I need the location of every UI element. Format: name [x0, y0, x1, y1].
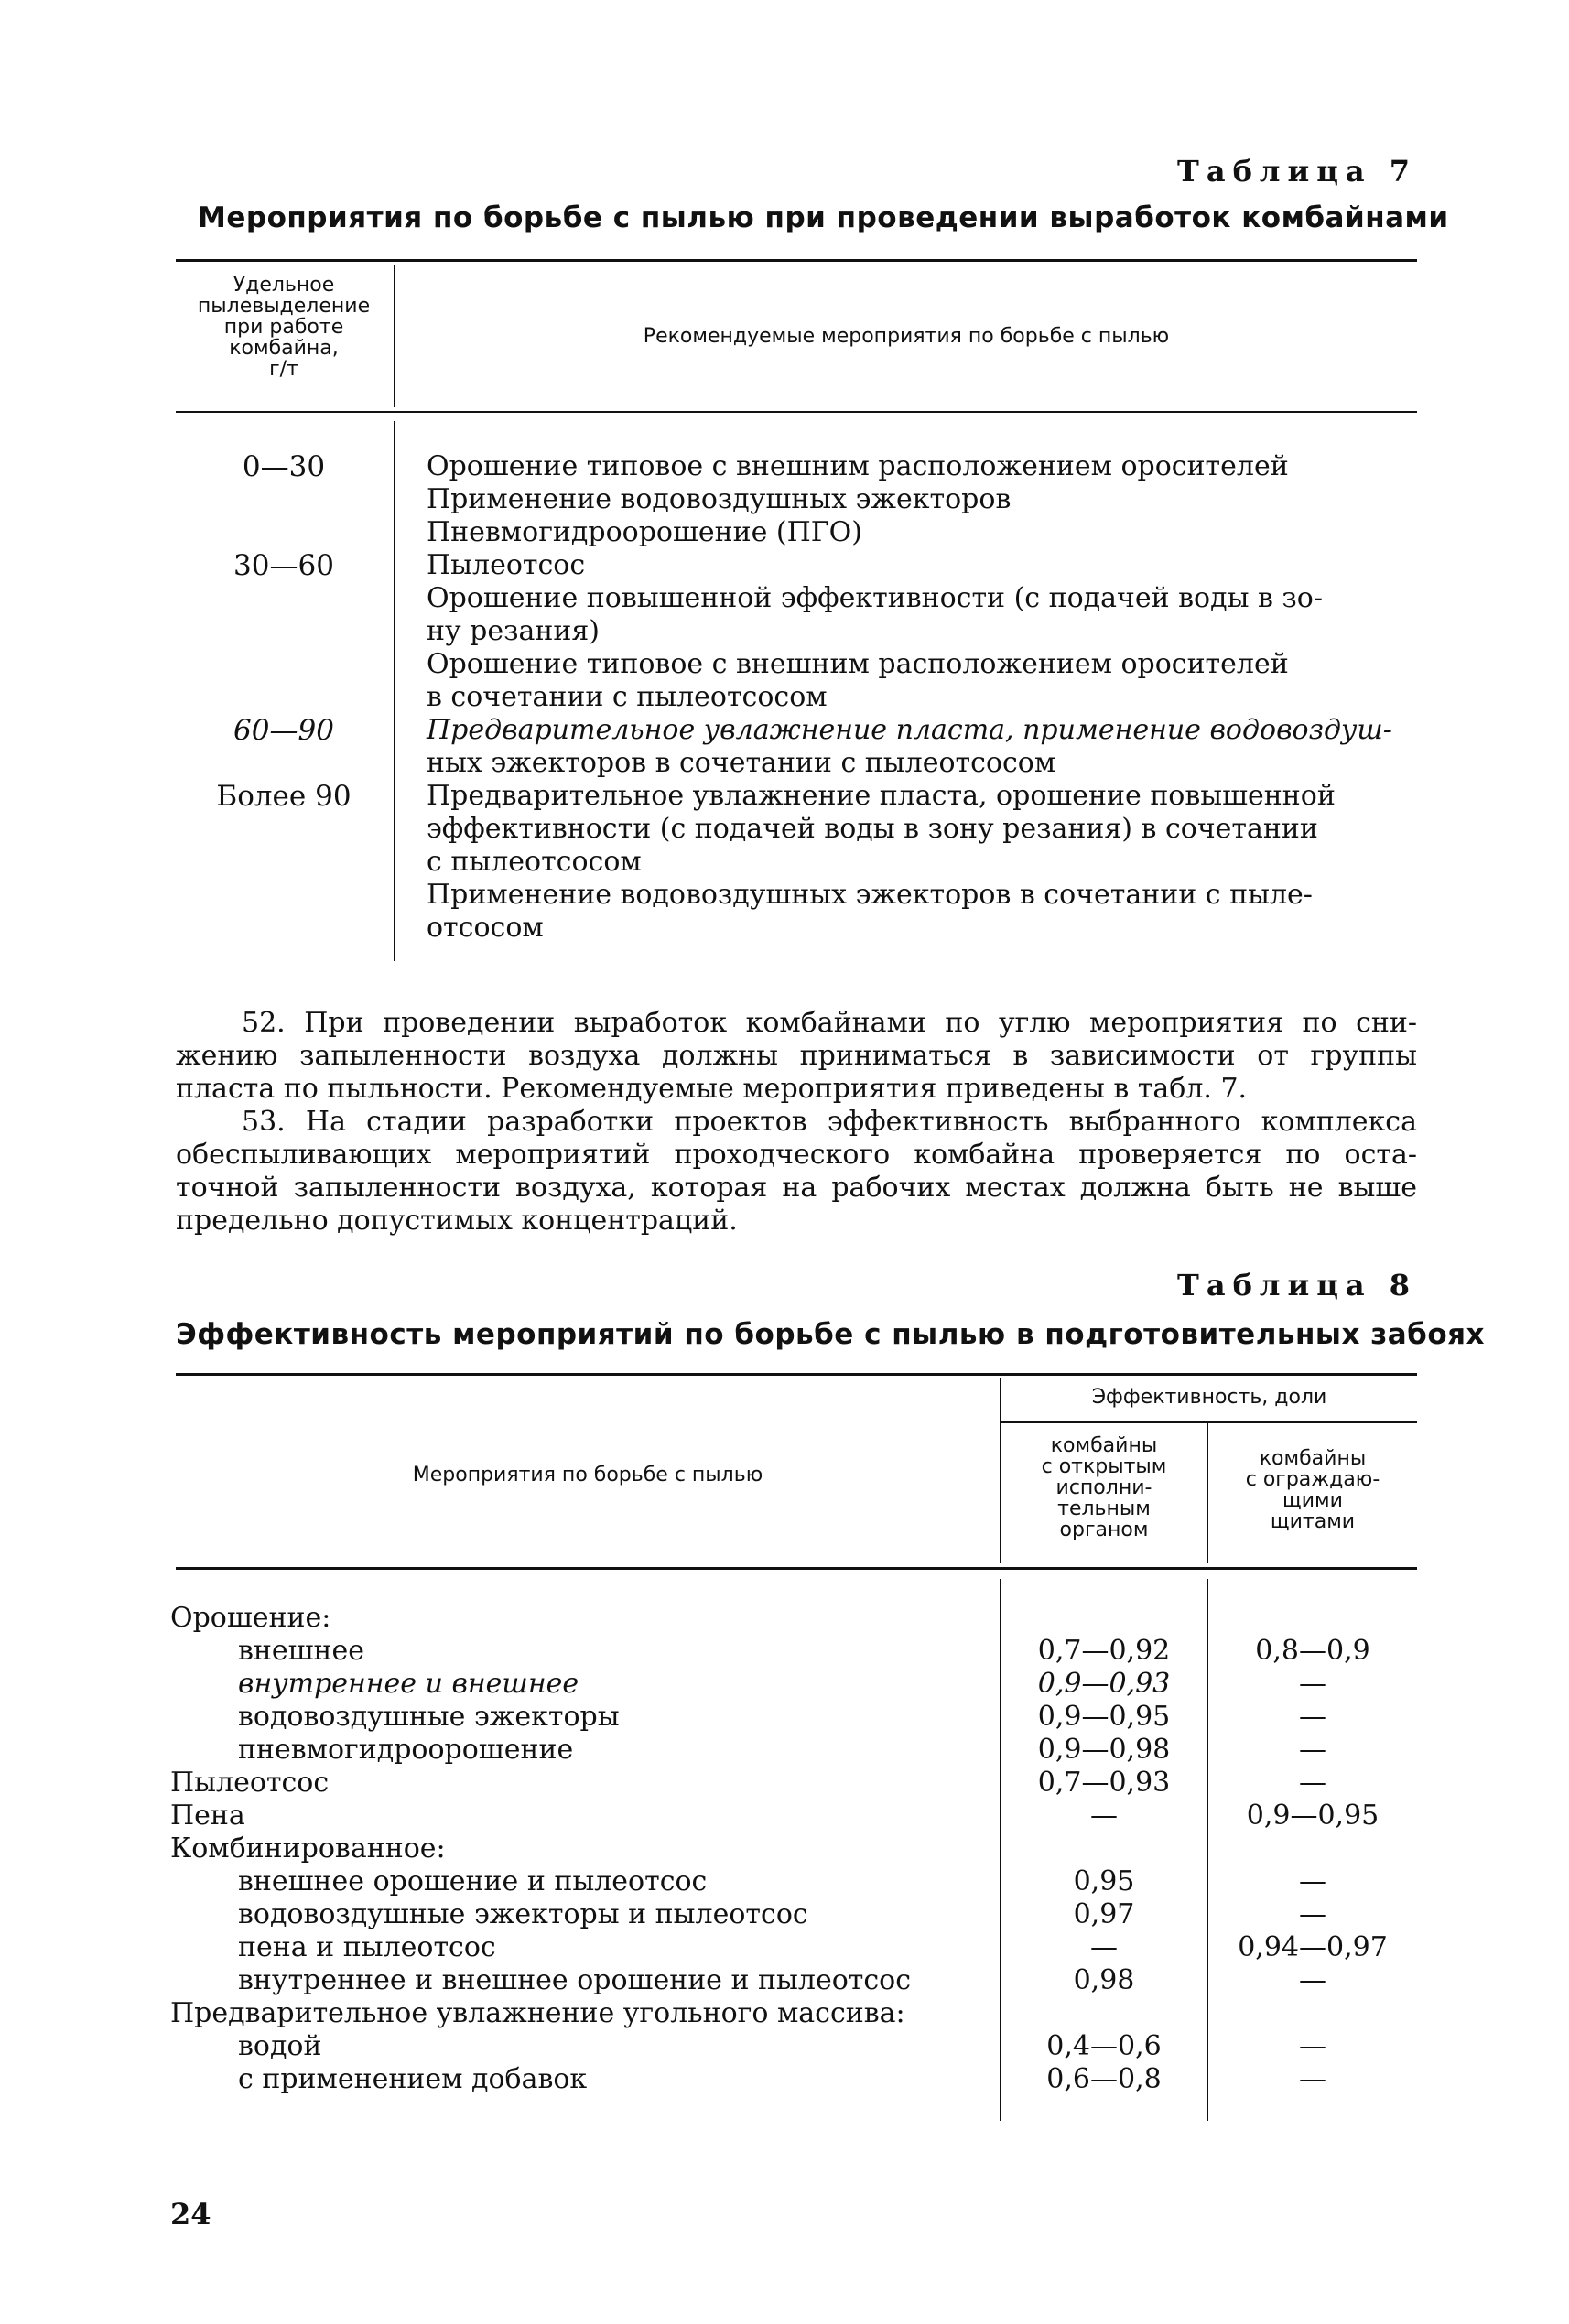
- table7-col1-header: Удельное пылевыделение при работе комбайна, г/т: [197, 274, 371, 381]
- measure-line: эффективности (с подачей воды в зону резания) в сочетании: [427, 813, 1318, 845]
- table7-title: Мероприятия по борьбе с пылью при проведении выработок комбайнами: [198, 201, 1449, 234]
- table-row: Пена — 0,9—0,95: [170, 1800, 1380, 1832]
- measure-line: Предварительное увлажнение пласта, орошение повышенной: [427, 780, 1336, 812]
- table8-group-rule: [1001, 1421, 1417, 1423]
- measure-line: Применение водовоздушных эжекторов: [427, 483, 1012, 515]
- paragraph-52: 52. При проведении выработок комбайнами по углю мероприятия по сни-жению запыленности воздуха должны приниматься в зависимости от группы пласта по пыльности. Рекомендуемые мероприятия приведены в табл. 7.: [176, 1007, 1417, 1105]
- table-row: водовоздушные эжекторы 0,9—0,95 —: [238, 1701, 1326, 1733]
- table7-range: 0—30: [242, 450, 326, 483]
- table8-group-header: Эффективность, доли: [1091, 1386, 1327, 1409]
- table8-col2-header: комбайны с открытым исполни- тельным органом: [1041, 1434, 1167, 1541]
- measure-line: Пневмогидроорошение (ПГО): [427, 516, 862, 548]
- measure-line: Применение водовоздушных эжекторов в сочетании с пыле-: [427, 879, 1313, 911]
- table8-title: Эффективность мероприятий по борьбе с пылью в подготовительных забоях: [176, 1318, 1486, 1351]
- measure-line: в сочетании с пылеотсосом: [427, 681, 828, 713]
- measure-line: ных эжекторов в сочетании с пылеотсосом: [427, 747, 1056, 779]
- table8-col1-header: Мероприятия по борьбе с пылью: [412, 1464, 763, 1486]
- table-row: с применением добавок 0,6—0,8 —: [238, 2063, 1326, 2095]
- measure-line: с пылеотсосом: [427, 846, 642, 878]
- table7-range: Более 90: [216, 780, 352, 813]
- measure-line: Пылеотсос: [427, 549, 586, 581]
- table7-caption: Таблица 7: [1177, 154, 1417, 189]
- table7-range: 60—90: [233, 714, 334, 747]
- paragraph-53: 53. На стадии разработки проектов эффективность выбранного комплекса обеспыливающих мероприятий проходческого комбайна проверяется по оста-точной запыленности воздуха, которая на рабочих местах должна быть не выше предельно допустимых концентраций.: [176, 1106, 1417, 1237]
- table-row: внутреннее и внешнее 0,9—0,93 —: [238, 1668, 1326, 1700]
- table7-header-rule: [176, 411, 1417, 413]
- measure-line: Орошение повышенной эффективности (с подачей воды в зо-: [427, 582, 1323, 614]
- table7-range: 30—60: [233, 549, 334, 582]
- table7-col2-header: Рекомендуемые мероприятия по борьбе с пылью: [643, 325, 1170, 348]
- table-row: Орошение:: [170, 1602, 331, 1634]
- table-row: пена и пылеотсос — 0,94—0,97: [238, 1931, 1388, 1963]
- page-number: 24: [170, 2197, 211, 2232]
- measure-line: Предварительное увлажнение пласта, применение водовоздуш-: [427, 714, 1392, 746]
- table7-top-rule: [176, 259, 1417, 262]
- body-paragraphs: [176, 1007, 1417, 1238]
- table8-header-rule: [176, 1567, 1417, 1570]
- table-row: Комбинированное:: [170, 1832, 446, 1865]
- table8-top-rule: [176, 1373, 1417, 1376]
- table-row: пневмогидроорошение 0,9—0,98 —: [238, 1734, 1326, 1766]
- table-row: Пылеотсос 0,7—0,93 —: [170, 1767, 1326, 1799]
- measure-line: ну резания): [427, 615, 601, 647]
- table7-body-divider: [394, 421, 395, 961]
- measure-line: Орошение типовое с внешним расположением оросителей: [427, 450, 1289, 482]
- measure-line: Орошение типовое с внешним расположением оросителей: [427, 648, 1289, 680]
- table-row: водовоздушные эжекторы и пылеотсос 0,97 —: [238, 1898, 1326, 1930]
- table-row: внешнее 0,7—0,92 0,8—0,9: [238, 1635, 1370, 1667]
- table-row: Предварительное увлажнение угольного массива:: [170, 1997, 905, 2029]
- table-row: водой 0,4—0,6 —: [238, 2030, 1326, 2062]
- table-row: внешнее орошение и пылеотсос 0,95 —: [238, 1865, 1326, 1897]
- table-row: внутреннее и внешнее орошение и пылеотсос 0,98 —: [238, 1964, 1326, 1996]
- table8-col3-header: комбайны с ограждаю- щими щитами: [1245, 1447, 1380, 1533]
- table7-measures: [427, 450, 1417, 945]
- table8-caption: Таблица 8: [1177, 1268, 1417, 1303]
- measure-line: отсосом: [427, 912, 544, 944]
